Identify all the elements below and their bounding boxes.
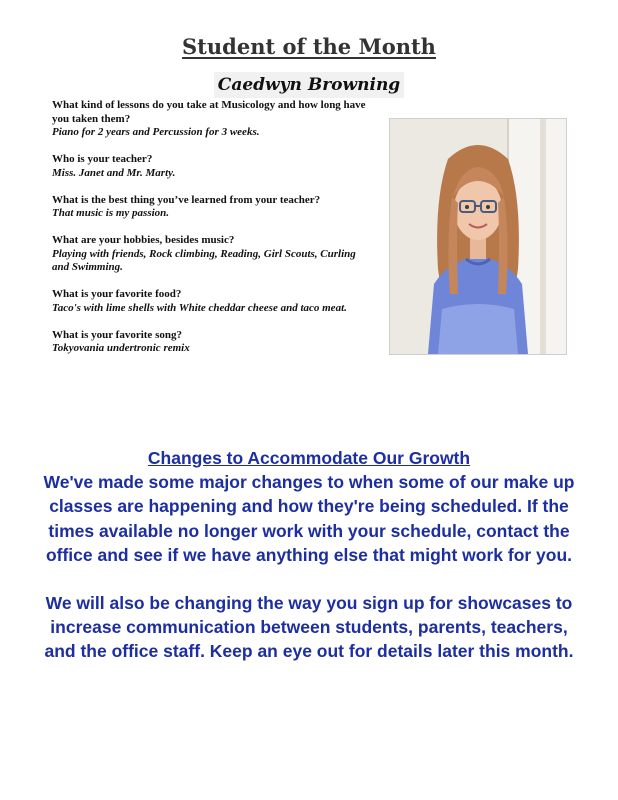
interview-question: What are your hobbies, besides music? (52, 234, 235, 246)
interview-question: Who is your teacher? (52, 153, 153, 165)
interview-answer: Tokyovania undertronic remix (52, 342, 190, 354)
notice-heading: Changes to Accommodate Our Growth (147, 448, 471, 468)
notice-paragraph: We will also be changing the way you sign up for showcases to increase communication between students, parents, teachers, and the office staff. Keep an eye out for details later this month. (44, 593, 574, 662)
interview-item (52, 234, 370, 275)
notice-paragraph: We've made some major changes to when some of our make up classes are happening and how they're being scheduled. If the times available no longer work with your schedule, contact the office and see if we have anything else that might work for you. (43, 472, 575, 565)
interview-item (52, 194, 370, 221)
interview-item (52, 288, 370, 315)
interview-section (52, 99, 370, 369)
interview-answer: Taco's with lime shells with White cheddar cheese and taco meat. (52, 301, 347, 314)
student-name: Caedwyn Browning (214, 72, 404, 98)
interview-question: What is your favorite song? (52, 328, 182, 341)
interview-question: What kind of lessons do you take at Musicology and how long have you taken them? (52, 99, 366, 125)
interview-answer: Piano for 2 years and Percussion for 3 weeks. (52, 126, 260, 138)
interview-answer: Playing with friends, Rock climbing, Reading, Girl Scouts, Curling and Swimming. (52, 247, 356, 273)
notice-section (40, 446, 578, 664)
interview-item (52, 99, 370, 140)
interview-item (52, 153, 370, 180)
interview-question: What is your favorite food? (52, 288, 182, 300)
interview-item (52, 329, 370, 356)
interview-answer: Miss. Janet and Mr. Marty. (52, 166, 176, 179)
student-photo (389, 118, 567, 355)
interview-question: What is the best thing you’ve learned from your teacher? (52, 193, 321, 206)
page-title: Student of the Month (182, 34, 436, 59)
interview-answer: That music is my passion. (52, 207, 170, 219)
